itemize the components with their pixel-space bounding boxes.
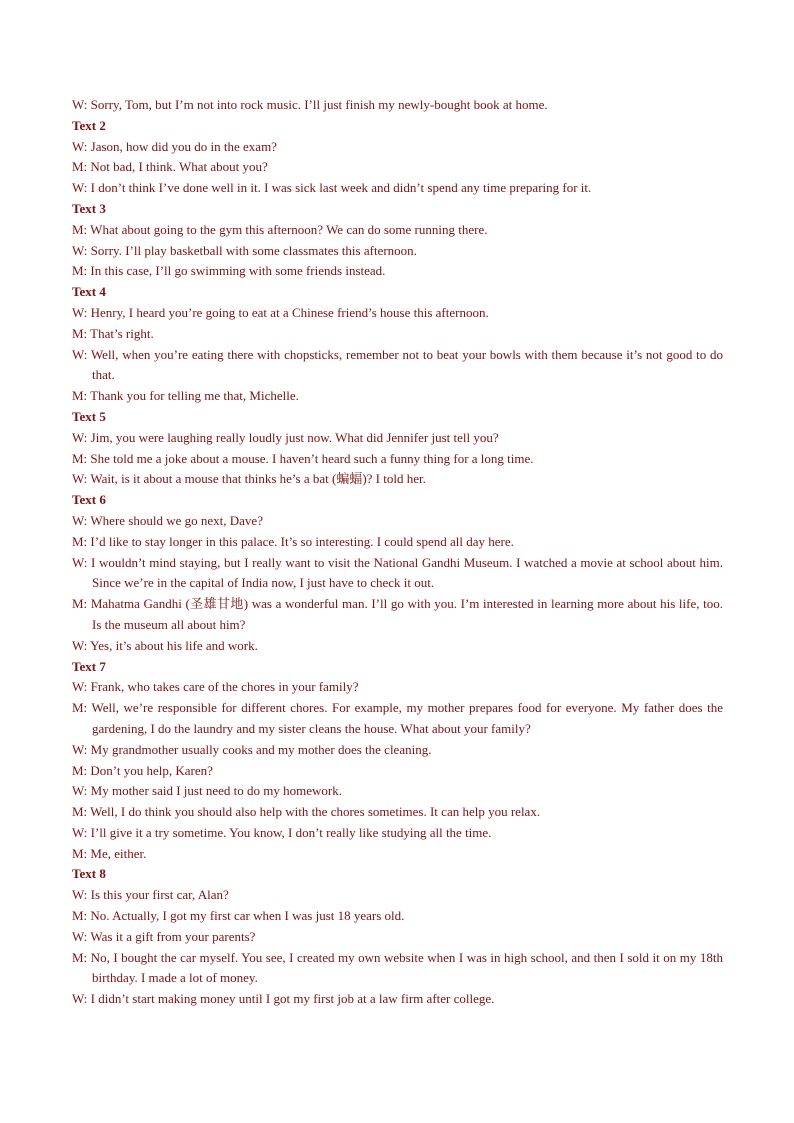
dialogue-line: M: Not bad, I think. What about you? — [72, 159, 268, 175]
dialogue-line: M: In this case, I’ll go swimming with some friends instead. — [72, 263, 386, 279]
section-heading: Text 5 — [72, 408, 106, 424]
dialogue-line: W: I don’t think I’ve done well in it. I was sick last week and didn’t spend any time preparing for it. — [72, 180, 592, 196]
dialogue-line: W: Is this your first car, Alan? — [72, 887, 229, 903]
dialogue-line: M: That’s right. — [72, 325, 154, 341]
dialogue-line: W: Sorry. I’ll play basketball with some classmates this afternoon. — [72, 242, 417, 258]
dialogue-line: M: I’d like to stay longer in this palace. It’s so interesting. I could spend all day here. — [72, 533, 514, 549]
section-heading: Text 7 — [72, 658, 106, 674]
dialogue-line: W: Where should we go next, Dave? — [72, 512, 263, 528]
dialogue-line: W: Yes, it’s about his life and work. — [72, 637, 258, 653]
section-heading: Text 2 — [72, 117, 106, 133]
section-heading: Text 3 — [72, 200, 106, 216]
dialogue-line: W: I didn’t start making money until I got my first job at a law firm after college. — [72, 991, 495, 1007]
dialogue-line: W: Henry, I heard you’re going to eat at a Chinese friend’s house this afternoon. — [72, 304, 489, 320]
dialogue-line: W: Well, when you’re eating there with chopsticks, remember not to beat your bowls with them because it’s not good to do that. — [72, 346, 723, 383]
dialogue-line: M: Thank you for telling me that, Michelle. — [72, 388, 299, 404]
dialogue-line: M: Me, either. — [72, 845, 147, 861]
dialogue-line: M: Well, we’re responsible for different chores. For example, my mother prepares food for everyone. My father does the gardening, I do the laundry and my sister cleans the house. What about your family? — [72, 700, 723, 736]
dialogue-line: W: Was it a gift from your parents? — [72, 928, 256, 944]
dialogue-line: W: Wait, is it about a mouse that thinks he’s a bat (蝙蝠)? I told her. — [72, 471, 426, 487]
section-heading: Text 8 — [72, 866, 106, 882]
dialogue-line: M: Don’t you help, Karen? — [72, 762, 213, 778]
dialogue-line: M: Mahatma Gandhi (圣雄甘地) was a wonderful man. I’ll go with you. I’m interested in learning more about his life, too. Is the museum all about him? — [72, 596, 723, 632]
dialogue-line: W: I wouldn’t mind staying, but I really want to visit the National Gandhi Museum. I watched a movie at school about him. Since we’re in the capital of India now, I just have to check it out. — [72, 554, 723, 591]
dialogue-line: W: Jim, you were laughing really loudly just now. What did Jennifer just tell you? — [72, 429, 499, 445]
dialogue-line: W: My grandmother usually cooks and my mother does the cleaning. — [72, 741, 432, 757]
dialogue-line: M: No. Actually, I got my first car when I was just 18 years old. — [72, 908, 405, 924]
dialogue-line: W: Sorry, Tom, but I’m not into rock music. I’ll just finish my newly-bought book at home. — [72, 97, 548, 112]
dialogue-line: W: My mother said I just need to do my homework. — [72, 783, 342, 799]
dialogue-line: M: Well, I do think you should also help with the chores sometimes. It can help you relax. — [72, 804, 541, 820]
dialogue-line: M: No, I bought the car myself. You see, I created my own website when I was in high school, and then I sold it on my 18th birthday. I made a lot of money. — [72, 949, 723, 986]
dialogue-line: W: I’ll give it a try sometime. You know, I don’t really like studying all the time. — [72, 824, 492, 840]
section-heading: Text 4 — [72, 284, 106, 300]
dialogue-line: M: What about going to the gym this afternoon? We can do some running there. — [72, 221, 488, 237]
section-heading: Text 6 — [72, 492, 106, 508]
dialogue-line: M: She told me a joke about a mouse. I haven’t heard such a funny thing for a long time. — [72, 450, 534, 466]
transcript-page — [72, 95, 723, 1010]
dialogue-line: W: Frank, who takes care of the chores in your family? — [72, 679, 359, 695]
dialogue-line: W: Jason, how did you do in the exam? — [72, 138, 277, 154]
